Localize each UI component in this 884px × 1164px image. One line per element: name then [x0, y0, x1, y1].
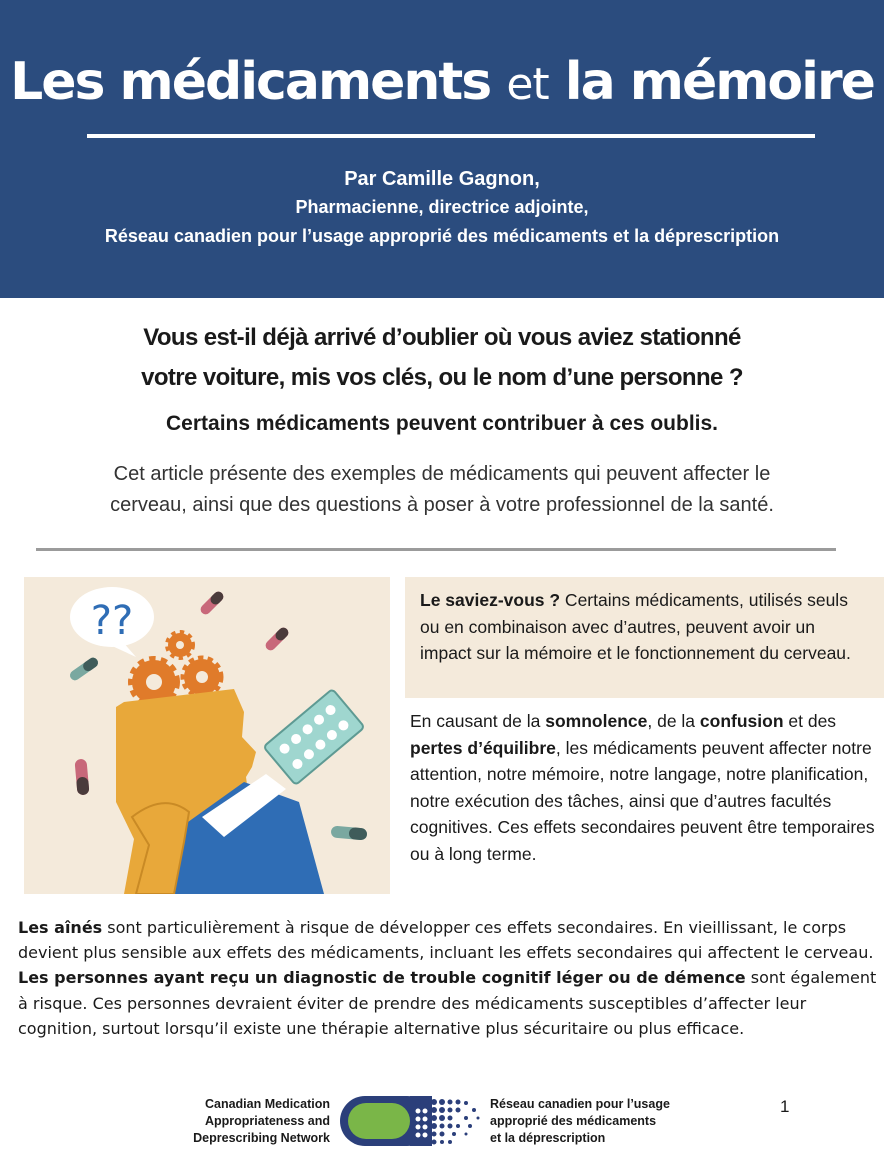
page-number: 1	[780, 1097, 790, 1116]
effects-emphasis: somnolence	[545, 711, 648, 731]
logo-fr-line: et la déprescription	[490, 1131, 606, 1145]
callout-body: Certains médicaments, utilisés seuls ou en combinaison avec d’autres, peuvent avoir un impact sur la mémoire et le fonctionnement du cerveau.	[420, 590, 851, 663]
title-underline	[87, 134, 815, 138]
effects-paragraph	[410, 708, 884, 868]
effects-text: , les médicaments peuvent affecter notre attention, notre mémoire, notre langage, notre planification, notre exécution des tâches, ainsi que d’autres facultés cognitives. Ces effets secondaires peuvent être temporaires ou à long terme.	[410, 737, 875, 864]
logo-en-line: Canadian Medication	[204, 1097, 330, 1111]
body-emphasis: Les personnes ayant reçu un diagnostic de trouble cognitif léger ou de démence	[18, 968, 746, 988]
lead-question-line-2: votre voiture, mis vos clés, ou le nom d’une personne ?	[141, 364, 743, 391]
intro-line-1: Cet article présente des exemples de médicaments qui peuvent affecter le	[113, 463, 771, 485]
body-emphasis: Les aînés	[18, 918, 103, 937]
effects-emphasis: confusion	[699, 711, 784, 731]
lead-statement: Certains médicaments peuvent contribuer à ces oublis.	[166, 412, 718, 435]
page-title	[0, 52, 884, 112]
title-connector: et	[506, 59, 549, 110]
pill-icon	[199, 590, 226, 617]
effects-text: En causant de la	[410, 711, 546, 731]
author-role: Pharmacienne, directrice adjointe,	[295, 197, 589, 217]
illustration-svg	[24, 577, 390, 894]
did-you-know-callout	[405, 577, 884, 698]
body-text: sont également à risque. Ces personnes devraient éviter de prendre des médicaments susceptibles d’affecter leur cognition, surtout lorsqu’il existe une thérapie alternative plus sécuritaire ou plus efficace.	[18, 968, 877, 1038]
lead-question-line-1: Vous est-il déjà arrivé d’oublier où vous aviez stationné	[143, 324, 741, 351]
logo-text-english	[170, 1096, 330, 1147]
callout-text	[420, 587, 860, 667]
network-logo-icon	[338, 1094, 486, 1150]
pill-icon	[68, 656, 100, 683]
effects-emphasis: pertes d’équilibre	[410, 737, 556, 758]
logo-en-line: Appropriateness and	[204, 1114, 330, 1128]
logo-text-french	[490, 1096, 690, 1147]
logo-en-line: Deprescribing Network	[193, 1131, 330, 1145]
logo-fr-line: Réseau canadien pour l’usage	[490, 1097, 670, 1111]
title-part-2: la mémoire	[564, 52, 874, 112]
effects-text: et des	[783, 711, 837, 731]
question-marks: ??	[90, 598, 134, 644]
intro-line-2: cerveau, ainsi que des questions à poser à votre professionnel de la santé.	[110, 494, 774, 516]
pill-icon	[331, 825, 368, 840]
section-divider	[36, 548, 836, 551]
blister-pack-icon	[263, 689, 364, 785]
header-banner	[0, 0, 884, 298]
author-organization: Réseau canadien pour l’usage approprié des médicaments et la déprescription	[104, 226, 780, 246]
thinking-person-illustration	[24, 577, 390, 894]
callout-label: Le saviez-vous ?	[420, 590, 561, 610]
speech-bubble-icon	[70, 587, 154, 657]
effects-text: , de la	[647, 711, 700, 731]
risk-groups-paragraph	[18, 915, 884, 1041]
body-text: sont particulièrement à risque de développer ces effets secondaires. En vieillissant, le corps devient plus sensible aux effets des médicaments, incluant les effets secondaires qui affectent le cerveau.	[18, 918, 874, 963]
pill-icon	[264, 626, 291, 653]
pill-icon	[74, 759, 89, 796]
logo-fr-line: approprié des médicaments	[490, 1114, 657, 1128]
author-name: Par Camille Gagnon,	[344, 168, 540, 190]
title-part-1: Les médicaments	[10, 52, 491, 112]
